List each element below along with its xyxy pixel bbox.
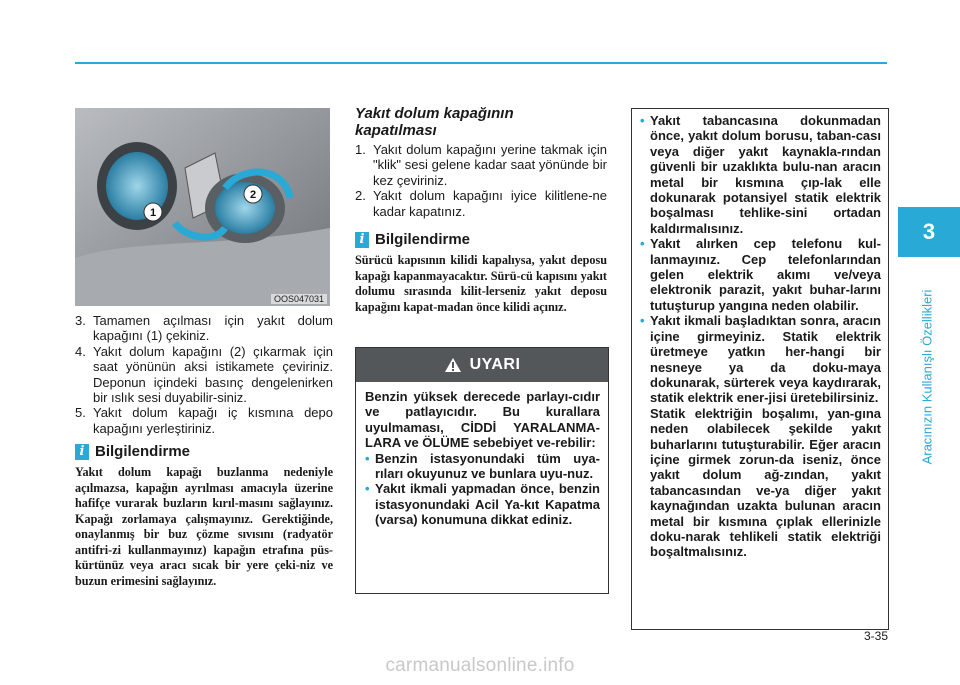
header-rule [75,62,887,64]
list-item: 5. Yakıt dolum kapağı iç kısmına depo kapağını yerleştiriniz. [75,405,333,436]
open-steps-list [75,313,333,436]
chapter-title: Aracınızın Kullanışlı Özellikleri [919,289,935,465]
safety-extra-paragraph: Statik elektriğin boşalımı, yan-gına neden olabilecek şekilde yakıt buharlarını tutuşturabilir. Eğer aracın içine girmek zorun-da iseniz, önce yakıt dolum ağ-zından, yakıt tabancasından ve-ya diğer yakıt kaynağından uzakta bulunan aracın metal bir kısmına çıplak ellerinizle doku-narak tehlikeli statik elektriği boşaltmalısınız. [650,405,881,560]
section-title: Yakıt dolum kapağının kapatılması [355,105,514,139]
left-column [75,313,333,589]
list-item: 4. Yakıt dolum kapağını (2) çıkarmak için saat yönünün aksi istikamete çeviriniz. Deponun içindeki basınç dengelenirken bir ıslık sesi duyabilir-siniz. [75,343,333,406]
list-item: • Yakıt ikmali başladıktan sonra, aracın içine girmeyiniz. Statik elektrik üretmeye yatkın her-hangi bir nesneye ya da doku-maya dokunarak, sürterek veya kaydırarak, statik elektrik ener-jisi üretebilirsiniz. [640,313,881,406]
list-item: • Yakıt alırken cep telefonu kul-lanmayınız. Cep telefonlarından gelen elektrik akımı ve/veya elektronik parazit, yakıt buhar-larını tutuşturup yangına neden olabilir. [640,236,881,313]
info-heading [75,443,333,460]
safety-bullets [640,113,881,406]
bullet-icon: • [640,236,645,252]
fuel-door-illustration [75,108,330,306]
callout-2: 2 [249,189,257,201]
list-item: • Yakıt tabancasına dokunmadan önce, yakıt dolum borusu, taban-cası veya diğer yakıt kaynakla-rından güvenli bir uzaklıkta bulu-nan aracın metal bir kısmına çıp-lak elle dokunarak potansiyel statik elektrik boşalması tehlike-sini ortadan kaldırmalısınız. [640,113,881,236]
page-number: 3-35 [863,629,888,643]
figure-code: OOS047031 [271,294,327,304]
warning-box [355,347,609,594]
middle-column [355,105,607,315]
fuel-door-drawing [75,108,330,306]
info-text: Yakıt dolum kapağı buzlanma nedeniyle açılmazsa, kapağın ayrılması amacıyla üzerine hafifçe vurarak buzların kırıl-masını sağlayınız. Kapağı zorlamaya çalışmayınız. Gerektiğinde, onaylanmış bir buz çözme sıvısını (radyatör antifri-zi kullanmayınız) kapağın etrafına püs-kürtünüz veya aracı sıcak bir yere çeki-niz ve buzun erimesini sağlayınız. [75,465,333,588]
list-item: 2. Yakıt dolum kapağını iyice kilitlene-ne kadar kapatınız. [355,188,607,219]
list-item: 3. Tamamen açılması için yakıt dolum kapağını (1) çekiniz. [75,313,333,344]
bullet-icon: • [365,481,370,497]
warning-body [356,382,608,528]
chapter-tab [898,207,960,257]
list-item: • Yakıt ikmali yapmadan önce, benzin istasyonundaki Acil Ya-kıt Kapatma (varsa) konumuna dikkat ediniz. [365,481,600,528]
bullet-icon: • [640,113,645,128]
watermark: carmanualsonline.info [385,655,575,676]
safety-box [631,108,889,630]
warning-intro: Benzin yüksek derecede parlayı-cıdır ve patlayıcıdır. Bu kurallara uyulmaması, CİDDİ YARALANMA-LARA ve ÖLÜME sebebiyet ve-rebilir: [365,389,600,451]
info-icon: i [355,232,369,248]
info-title: Bilgilendirme [375,231,471,249]
close-steps-list [355,142,607,219]
bullet-icon: • [640,313,645,329]
callout-1: 1 [149,207,157,219]
info-title: Bilgilendirme [95,443,191,461]
info-icon: i [75,444,89,460]
warning-header [356,348,608,382]
chapter-side-title [912,262,942,492]
safety-body [632,109,888,560]
list-item: 1. Yakıt dolum kapağını yerine takmak için "klik" sesi gelene kadar saat yönünde bir kez çeviriniz. [355,142,607,188]
info-heading [355,231,607,248]
bullet-icon: • [365,450,370,466]
info-text: Sürücü kapısının kilidi kapalıysa, yakıt deposu kapağı kapanmayacaktır. Sürü-cü kapısını yakıt dolumu sırasında kilit-lerseniz yakıt deposu kapağını kapat-madan önce kilidi açınız. [355,253,607,314]
list-item: • Benzin istasyonundaki tüm uya-rıları okuyunuz ve bunlara uyu-nuz. [365,450,600,482]
warning-triangle-icon [444,357,462,373]
warning-title: UYARI [469,356,521,373]
warning-bullets [365,451,600,528]
chapter-number: 3 [922,219,936,244]
